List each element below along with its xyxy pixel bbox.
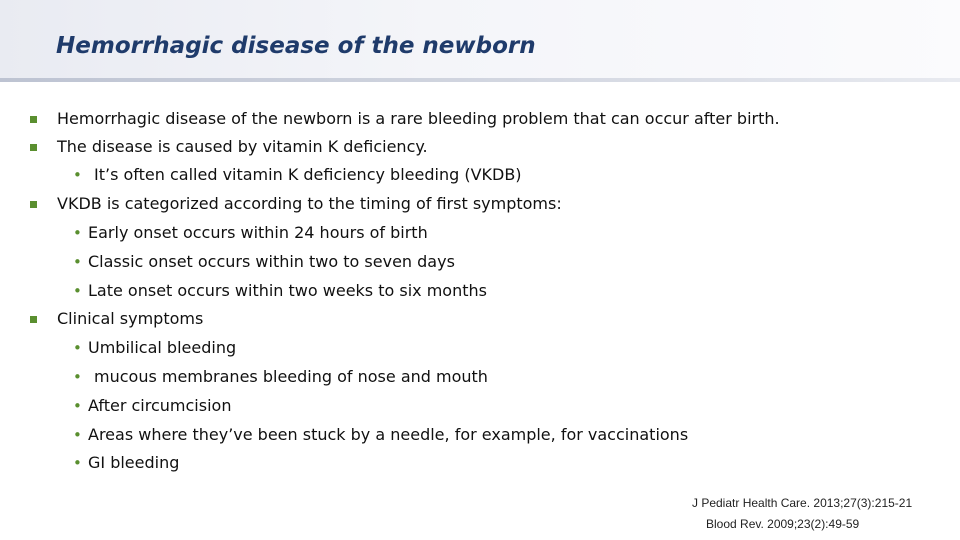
reference-citation: Blood Rev. 2009;23(2):49-59 <box>706 517 860 531</box>
sub-bullet-text: mucous membranes bleeding of nose and mouth <box>94 367 488 386</box>
round-bullet-icon: • <box>73 166 82 184</box>
round-bullet-icon: • <box>73 397 82 415</box>
round-bullet-icon: • <box>73 368 82 386</box>
round-bullet-icon: • <box>73 426 82 444</box>
sub-bullet-text: It’s often called vitamin K deficiency bleeding (VKDB) <box>94 165 522 184</box>
header-divider <box>0 78 960 82</box>
square-bullet-icon <box>30 144 37 151</box>
square-bullet-icon <box>30 116 37 123</box>
bullet-text: The disease is caused by vitamin K deficiency. <box>57 137 428 156</box>
sub-bullet-text: Classic onset occurs within two to seven days <box>88 252 455 271</box>
sub-bullet-text: GI bleeding <box>88 453 180 472</box>
round-bullet-icon: • <box>73 339 82 357</box>
bullet-text: Hemorrhagic disease of the newborn is a rare bleeding problem that can occur after birth. <box>57 109 780 128</box>
round-bullet-icon: • <box>73 282 82 300</box>
reference-citation: J Pediatr Health Care. 2013;27(3):215-21 <box>692 496 913 510</box>
round-bullet-icon: • <box>73 253 82 271</box>
slide-title: Hemorrhagic disease of the newborn <box>56 33 536 59</box>
round-bullet-icon: • <box>73 224 82 242</box>
square-bullet-icon <box>30 201 37 208</box>
sub-bullet-text: Early onset occurs within 24 hours of birth <box>88 223 428 242</box>
sub-bullet-text: After circumcision <box>88 396 232 415</box>
sub-bullet-text: Late onset occurs within two weeks to six months <box>88 281 487 300</box>
round-bullet-icon: • <box>73 454 82 472</box>
bullet-text: Clinical symptoms <box>57 309 204 328</box>
square-bullet-icon <box>30 316 37 323</box>
bullet-text: VKDB is categorized according to the timing of first symptoms: <box>57 194 562 213</box>
sub-bullet-text: Umbilical bleeding <box>88 338 237 357</box>
sub-bullet-text: Areas where they’ve been stuck by a needle, for example, for vaccinations <box>88 425 689 444</box>
